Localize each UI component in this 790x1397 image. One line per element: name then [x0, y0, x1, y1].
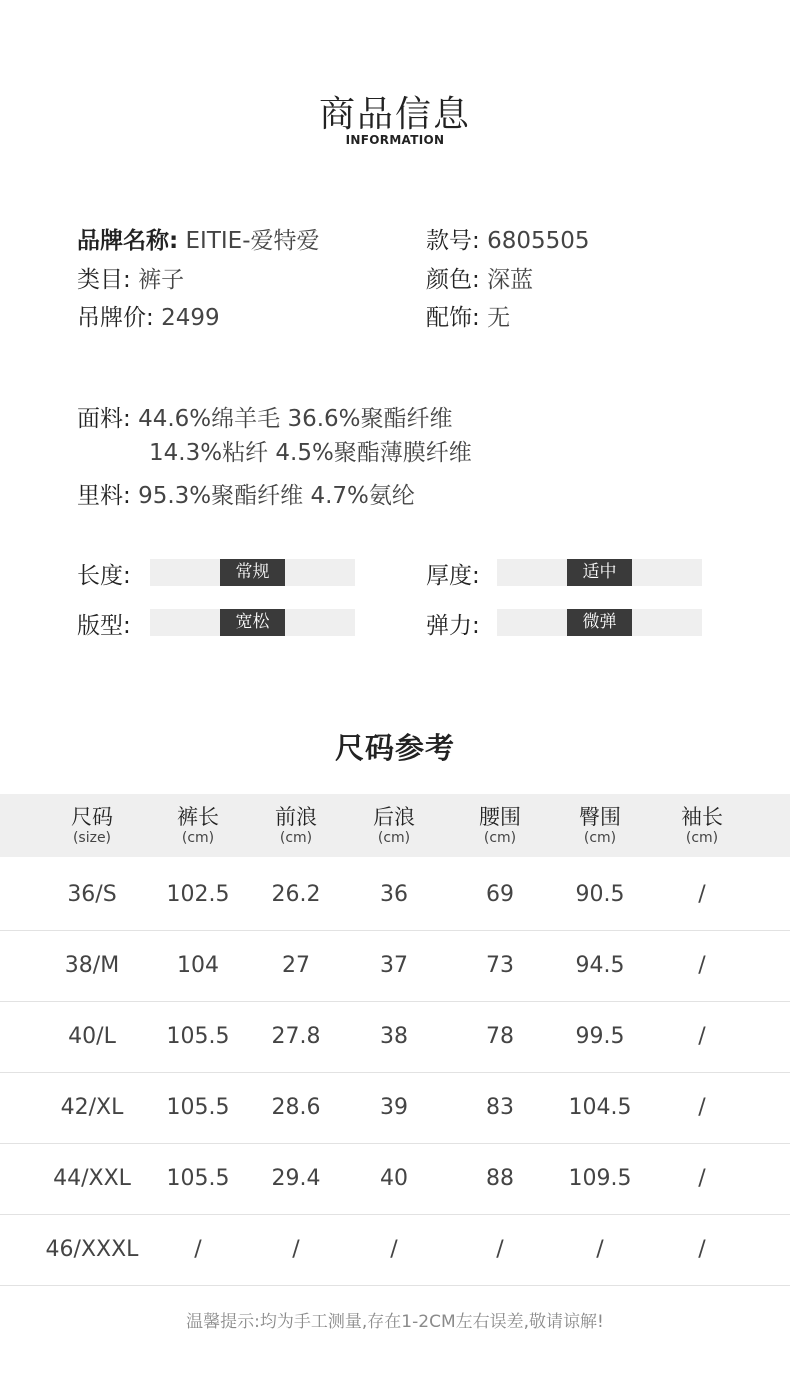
lining-label: 里料: — [77, 483, 131, 509]
accessory-value: 无 — [487, 305, 511, 331]
table-cell: 73 — [486, 953, 514, 978]
table-cell: 88 — [486, 1166, 514, 1191]
table-cell: 29.4 — [271, 1166, 321, 1191]
table-row — [0, 859, 790, 931]
brand-row — [77, 222, 320, 255]
table-cell: / — [390, 1237, 398, 1262]
table-cell: 37 — [380, 953, 408, 978]
category-value: 裤子 — [138, 267, 185, 293]
style-number-row — [426, 222, 590, 255]
header-cell-waist: 腰围 (cm) — [479, 805, 521, 846]
table-cell: 90.5 — [575, 882, 625, 907]
thickness-label: 厚度: — [426, 563, 480, 589]
table-cell: 26.2 — [271, 882, 321, 907]
accessory-label: 配饰: — [426, 305, 480, 331]
table-cell: / — [194, 1237, 202, 1262]
page-title: 商品信息 — [318, 94, 471, 135]
table-cell: / — [698, 953, 706, 978]
price-value: 2499 — [161, 305, 220, 331]
table-cell: 27 — [282, 953, 310, 978]
fabric-line-2: 14.3%粘纤 4.5%聚酯薄膜纤维 — [149, 440, 472, 466]
color-label: 颜色: — [426, 267, 480, 293]
table-cell: / — [698, 882, 706, 907]
thickness-bar — [497, 559, 702, 586]
color-row — [426, 261, 533, 294]
table-cell: 105.5 — [166, 1166, 230, 1191]
table-cell: 104.5 — [568, 1095, 632, 1120]
table-cell: / — [698, 1095, 706, 1120]
brand-label: 品牌名称: — [77, 228, 179, 254]
table-row — [0, 1072, 790, 1144]
style-number-value: 6805505 — [487, 228, 590, 254]
page-subtitle: INFORMATION — [345, 133, 445, 147]
table-row — [0, 1214, 790, 1286]
price-row — [77, 299, 220, 332]
thickness-value-chip: 适中 — [567, 559, 632, 586]
length-bar — [150, 559, 355, 586]
table-cell: 109.5 — [568, 1166, 632, 1191]
table-cell: 42/XL — [60, 1095, 124, 1120]
header-cell-front-rise: 前浪 (cm) — [275, 805, 317, 846]
fabric-line-1: 44.6%绵羊毛 36.6%聚酯纤维 — [138, 406, 453, 432]
category-label: 类目: — [77, 267, 131, 293]
table-cell: 40/L — [68, 1024, 116, 1049]
table-cell: 38 — [380, 1024, 408, 1049]
brand-value: EITIE-爱特爱 — [185, 228, 320, 254]
table-cell: 28.6 — [271, 1095, 321, 1120]
table-cell: / — [698, 1237, 706, 1262]
lining-value: 95.3%聚酯纤维 4.7%氨纶 — [138, 483, 415, 509]
table-cell: 102.5 — [166, 882, 230, 907]
table-cell: 105.5 — [166, 1024, 230, 1049]
header-cell-sleeve-length: 袖长 (cm) — [681, 805, 723, 846]
table-cell: 27.8 — [271, 1024, 321, 1049]
table-cell: / — [698, 1166, 706, 1191]
table-cell: / — [596, 1237, 604, 1262]
table-cell: 44/XXL — [53, 1166, 131, 1191]
table-cell: 38/M — [64, 953, 120, 978]
table-row — [0, 1143, 790, 1215]
header-cell-back-rise: 后浪 (cm) — [373, 805, 415, 846]
table-cell: 40 — [380, 1166, 408, 1191]
table-cell: / — [698, 1024, 706, 1049]
table-cell: 36 — [380, 882, 408, 907]
table-row — [0, 930, 790, 1002]
lining-row — [77, 477, 415, 510]
table-row — [0, 1001, 790, 1073]
fit-bar — [150, 609, 355, 636]
header-cell-size: 尺码 (size) — [71, 805, 113, 846]
elasticity-label: 弹力: — [426, 613, 480, 639]
elasticity-value-chip: 微弹 — [567, 609, 632, 636]
table-cell: 99.5 — [575, 1024, 625, 1049]
table-cell: 46/XXXL — [45, 1237, 139, 1262]
price-label: 吊牌价: — [77, 305, 154, 331]
size-chart-title: 尺码参考 — [334, 731, 455, 765]
color-value: 深蓝 — [487, 267, 534, 293]
accessory-row — [426, 299, 510, 332]
table-cell: 69 — [486, 882, 514, 907]
table-cell: / — [496, 1237, 504, 1262]
fabric-label: 面料: — [77, 406, 131, 432]
length-label: 长度: — [77, 563, 131, 589]
table-cell: 39 — [380, 1095, 408, 1120]
elasticity-bar — [497, 609, 702, 636]
table-cell: / — [292, 1237, 300, 1262]
table-cell: 105.5 — [166, 1095, 230, 1120]
table-cell: 104 — [177, 953, 219, 978]
measurement-note: 温馨提示:均为手工测量,存在1-2CM左右误差,敬请谅解! — [186, 1312, 604, 1332]
table-cell: 94.5 — [575, 953, 625, 978]
length-value-chip: 常规 — [220, 559, 285, 586]
table-cell: 36/S — [67, 882, 117, 907]
category-row — [77, 261, 184, 294]
header-cell-pant-length: 裤长 (cm) — [177, 805, 219, 846]
style-number-label: 款号: — [426, 228, 480, 254]
fit-label: 版型: — [77, 613, 131, 639]
fabric-row — [77, 400, 453, 433]
table-cell: 83 — [486, 1095, 514, 1120]
header-cell-hip: 臀围 (cm) — [579, 805, 621, 846]
size-table-header — [0, 794, 790, 857]
table-cell: 78 — [486, 1024, 514, 1049]
fit-value-chip: 宽松 — [220, 609, 285, 636]
